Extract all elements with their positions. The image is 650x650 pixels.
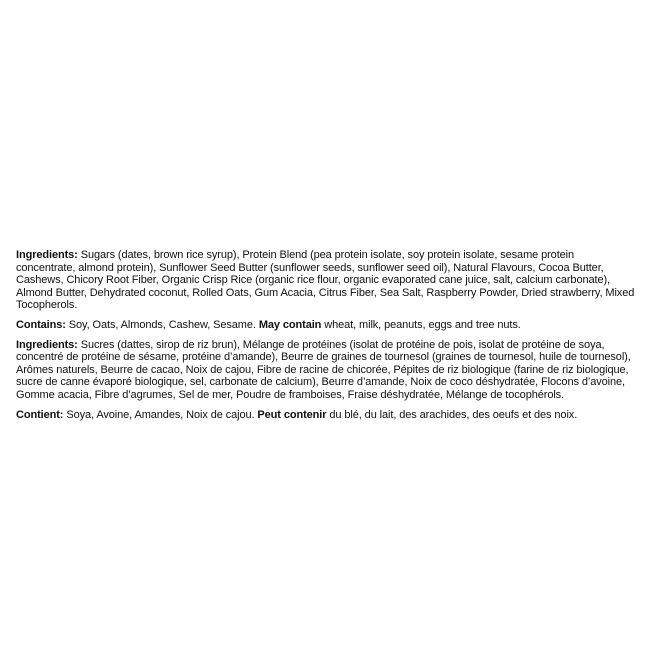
english-contains-heading: Contains: <box>16 318 66 331</box>
english-may-contain-heading: May contain <box>258 318 322 331</box>
english-may-contain-text: wheat, milk, peanuts, eggs and tree nuts. <box>324 318 521 331</box>
french-allergens-paragraph <box>16 409 636 422</box>
french-ingredients-paragraph <box>16 339 636 402</box>
french-may-contain-heading: Peut contenir <box>257 408 327 421</box>
ingredients-label-panel <box>16 249 636 428</box>
english-ingredients-heading: Ingredients: <box>16 249 78 261</box>
english-contains-text: Soy, Oats, Almonds, Cashew, Sesame. <box>68 318 256 331</box>
english-ingredients-paragraph <box>16 249 636 312</box>
french-contains-text: Soya, Avoine, Amandes, Noix de cajou. <box>66 408 255 421</box>
french-ingredients-text: Sucres (dattes, sirop de riz brun), Mélange de protéines (isolat de protéine de pois, isolat de protéine de soya, concentré de protéine de sésame, protéine d’amande), Beurre de graines de tournesol (graines de tournesol, huile de tournesol), Arômes naturels, Beurre de cacao, Noix de cajou, Fibre de racine de chicorée, Pépites de riz biologique (farine de riz biologique, sucre de canne évaporé biologique, sel, carbonate de calcium), Beurre d’amande, Noix de coco déshydratée, Flocons d’avoine, Gomme acacia, Fibre d’agrumes, Sel de mer, Poudre de framboises, Fraise déshydratée, Mélange de tocophérols. <box>16 338 631 401</box>
english-allergens-paragraph <box>16 319 636 332</box>
french-may-contain-text: du blé, du lait, des arachides, des oeufs et des noix. <box>329 408 578 421</box>
english-ingredients-text: Sugars (dates, brown rice syrup), Protein Blend (pea protein isolate, soy protein isolate, sesame protein concentrate, almond protein), Sunflower Seed Butter (sunflower seeds, sunflower seed oil), Natural Flavours, Cocoa Butter, Cashews, Chicory Root Fiber, Organic Crisp Rice (organic rice flour, organic evaporated cane juice, salt, calcium carbonate), Almond Butter, Dehydrated coconut, Rolled Oats, Gum Acacia, Citrus Fiber, Sea Salt, Raspberry Powder, Dried strawberry, Mixed Tocopherols. <box>16 249 635 312</box>
french-ingredients-heading: Ingredients: <box>16 338 78 351</box>
french-contains-heading: Contient: <box>16 408 64 421</box>
